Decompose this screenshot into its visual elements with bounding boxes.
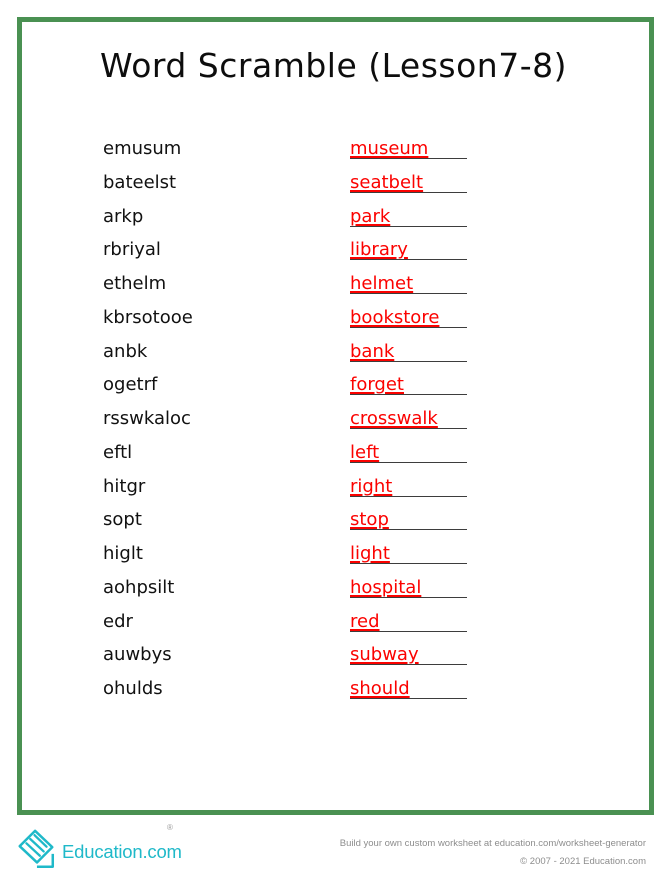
word-row bbox=[0, 274, 667, 308]
answer-word: helmet bbox=[350, 273, 414, 294]
answer-blank-line bbox=[350, 679, 467, 699]
word-row bbox=[0, 409, 667, 443]
scrambled-word: ogetrf bbox=[103, 374, 158, 396]
answer-blank-line bbox=[350, 139, 467, 159]
word-row bbox=[0, 443, 667, 477]
scrambled-word: aohpsilt bbox=[103, 576, 175, 598]
answer-blank-line bbox=[350, 477, 467, 497]
scrambled-word: arkp bbox=[103, 205, 144, 227]
answer-word: left bbox=[350, 441, 380, 463]
scrambled-word: emusum bbox=[103, 138, 182, 159]
answer-word: hospital bbox=[350, 576, 422, 598]
scrambled-word: kbrsotooe bbox=[103, 306, 193, 328]
answer-blank-line bbox=[350, 207, 467, 227]
word-row bbox=[0, 139, 667, 173]
answer-blank-line bbox=[350, 612, 467, 632]
answer-blank-line bbox=[350, 308, 467, 328]
word-row bbox=[0, 342, 667, 376]
word-row bbox=[0, 612, 667, 646]
word-row bbox=[0, 679, 667, 713]
word-row bbox=[0, 477, 667, 511]
scrambled-word: auwbys bbox=[103, 644, 172, 666]
answer-blank-line bbox=[350, 409, 467, 429]
word-row bbox=[0, 308, 667, 342]
scrambled-word: anbk bbox=[103, 340, 148, 362]
word-row bbox=[0, 544, 667, 578]
footer-tagline: Build your own custom worksheet at education.com/worksheet-generator bbox=[339, 838, 646, 849]
answer-word: red bbox=[350, 610, 380, 632]
answer-word: bank bbox=[350, 340, 395, 362]
worksheet-title: Word Scramble (Lesson7-8) bbox=[100, 46, 567, 85]
word-row bbox=[0, 207, 667, 241]
scrambled-word: ohulds bbox=[103, 678, 163, 699]
answer-blank-line bbox=[350, 578, 467, 598]
answer-word: right bbox=[350, 475, 393, 497]
scrambled-word: ethelm bbox=[103, 273, 167, 294]
answer-blank-line bbox=[350, 544, 467, 564]
answer-word: light bbox=[350, 543, 390, 564]
education-logo-pencil-icon bbox=[13, 827, 59, 873]
registered-trademark-symbol: ® bbox=[167, 823, 173, 832]
answer-word: seatbelt bbox=[350, 171, 424, 193]
word-row bbox=[0, 240, 667, 274]
answer-blank-line bbox=[350, 342, 467, 362]
answer-blank-line bbox=[350, 443, 467, 463]
answer-word: subway bbox=[350, 644, 419, 666]
scrambled-word: edr bbox=[103, 610, 133, 632]
answer-word: bookstore bbox=[350, 306, 440, 328]
answer-blank-line bbox=[350, 375, 467, 395]
answer-word: should bbox=[350, 678, 410, 699]
answer-blank-line bbox=[350, 173, 467, 193]
scrambled-word: higlt bbox=[103, 543, 143, 564]
answer-word: library bbox=[350, 239, 408, 261]
answer-word: museum bbox=[350, 138, 429, 159]
word-row bbox=[0, 375, 667, 409]
scrambled-word: sopt bbox=[103, 509, 142, 531]
answer-word: park bbox=[350, 205, 391, 227]
scrambled-word: rsswkaloc bbox=[103, 408, 191, 429]
word-row bbox=[0, 578, 667, 612]
word-row bbox=[0, 510, 667, 544]
word-row bbox=[0, 173, 667, 207]
answer-blank-line bbox=[350, 274, 467, 294]
word-scramble-list bbox=[0, 139, 667, 713]
scrambled-word: eftl bbox=[103, 441, 133, 463]
answer-blank-line bbox=[350, 645, 467, 665]
answer-word: stop bbox=[350, 509, 389, 531]
footer-copyright: © 2007 - 2021 Education.com bbox=[520, 856, 646, 867]
answer-word: crosswalk bbox=[350, 408, 438, 429]
answer-word: forget bbox=[350, 374, 404, 396]
answer-blank-line bbox=[350, 240, 467, 260]
scrambled-word: hitgr bbox=[103, 475, 146, 497]
word-row bbox=[0, 645, 667, 679]
scrambled-word: rbriyal bbox=[103, 239, 161, 261]
scrambled-word: bateelst bbox=[103, 171, 177, 193]
education-logo-text: Education.com bbox=[62, 841, 182, 862]
footer-attribution bbox=[340, 838, 646, 868]
answer-blank-line bbox=[350, 510, 467, 530]
